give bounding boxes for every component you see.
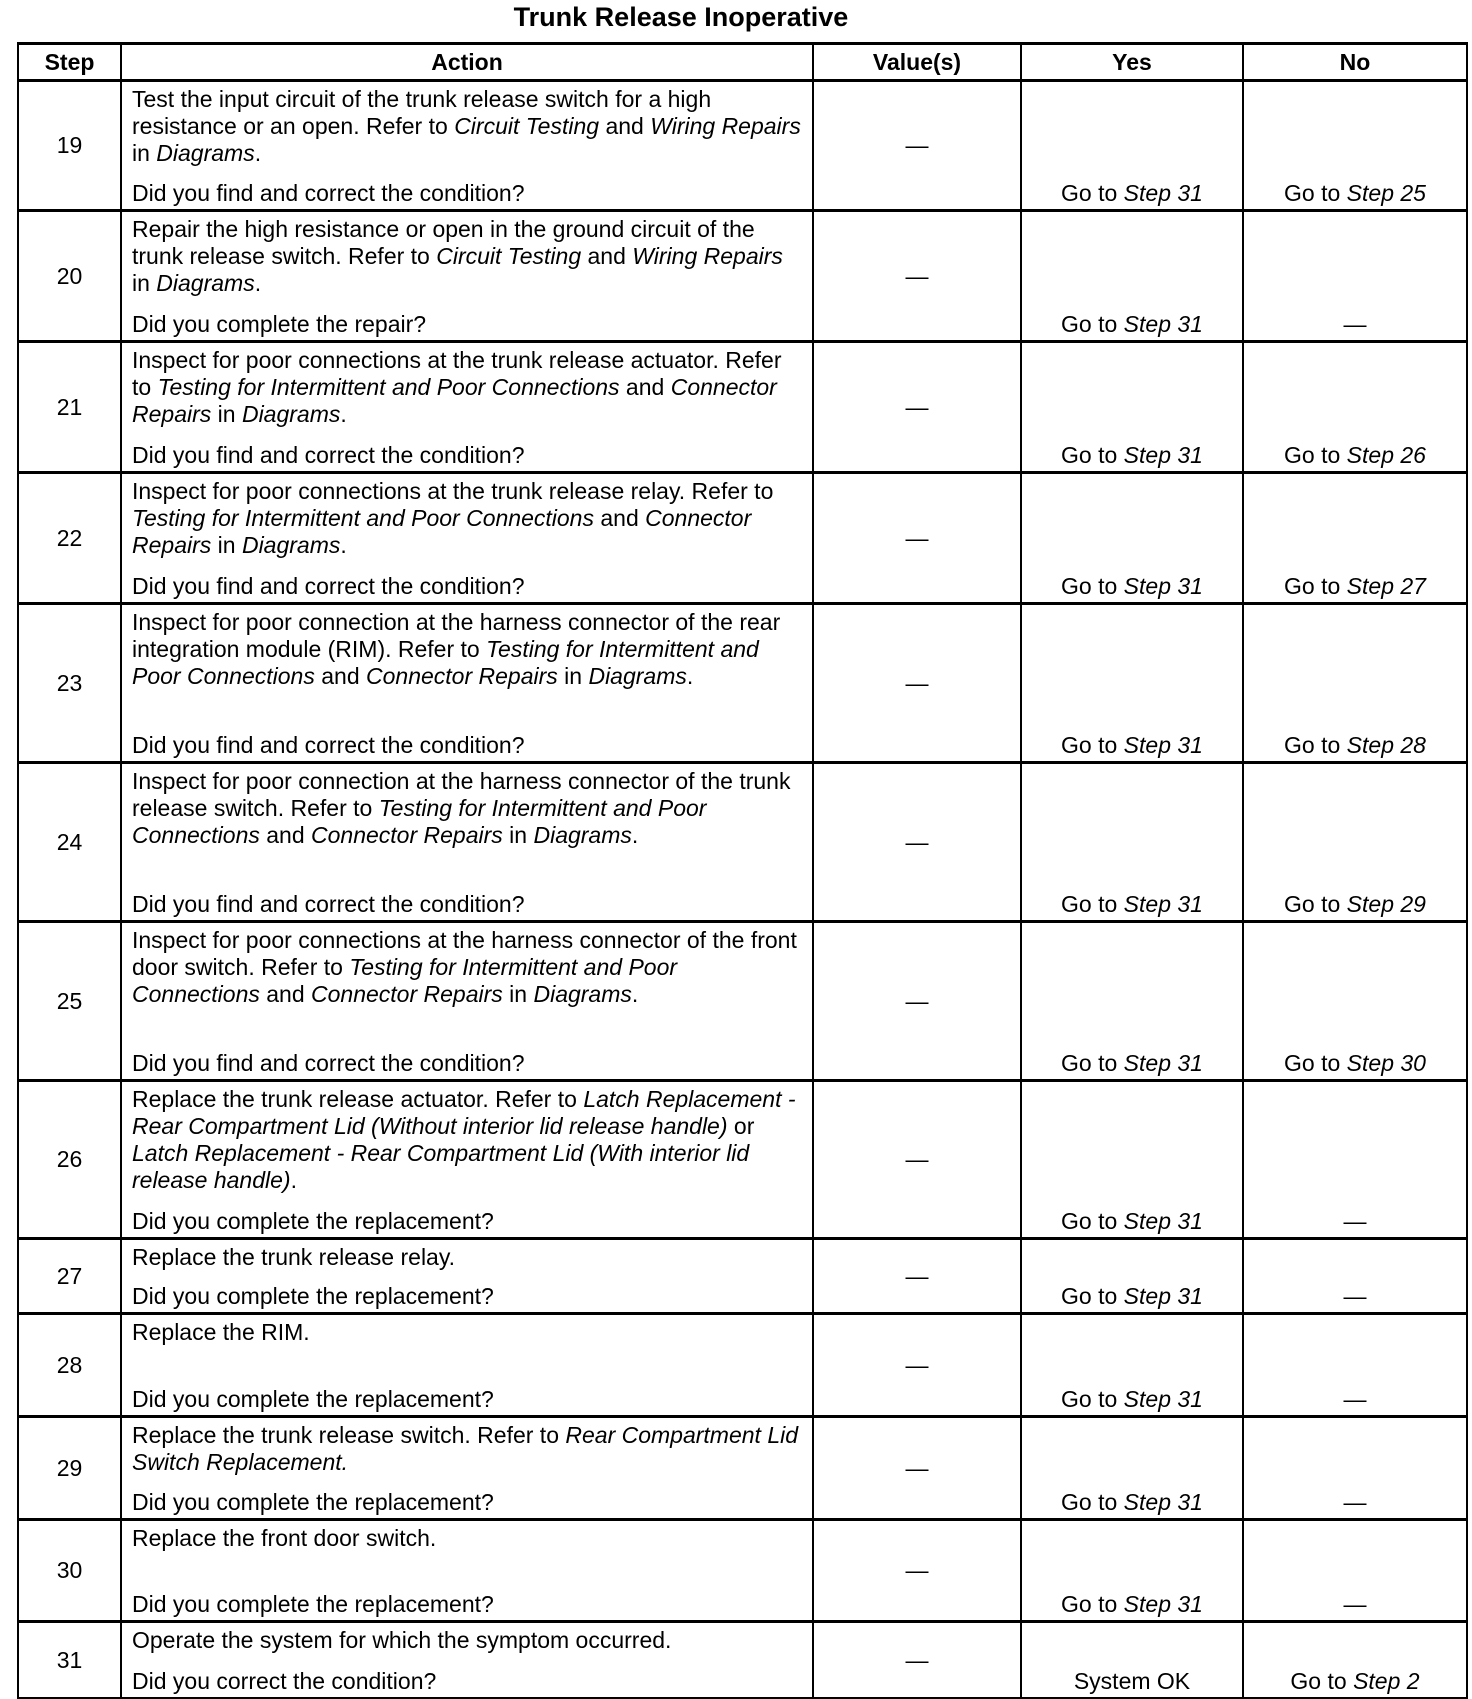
action-question: Did you complete the replacement? [132,1283,494,1309]
text-segment: — [1343,311,1367,337]
text-segment: and [259,822,312,848]
no-cell [1243,1520,1467,1622]
text-segment: and [619,374,671,400]
reference-text: Step 31 [1123,180,1203,206]
text-segment: in [132,140,157,166]
text-segment: in [211,532,242,558]
text-segment: Go to [1284,1050,1347,1076]
value-cell: — [813,1314,1021,1417]
reference-text: Step 31 [1123,1283,1203,1309]
no-cell [1243,1239,1467,1314]
reference-text: Latch Replacement - Rear Compartment Lid (With interior lid release handle) [132,1140,750,1193]
value-cell: — [813,81,1021,211]
text-segment: Inspect for poor connections at the trunk release actuator. Refer to [132,347,782,400]
table-row [18,763,1467,922]
reference-text: Diagrams [533,981,632,1007]
text-segment: Go to [1061,891,1124,917]
reference-text: Step 31 [1123,311,1203,337]
text-segment: — [1343,1208,1367,1234]
text-segment: Go to [1284,442,1347,468]
text-segment: Replace the RIM. [132,1319,310,1345]
value-cell: — [813,342,1021,473]
no-cell [1243,1622,1467,1699]
text-segment: Go to [1284,891,1347,917]
text-segment: Go to [1290,1668,1354,1694]
table-row [18,1081,1467,1239]
action-description [132,1319,804,1346]
yes-cell [1021,1520,1243,1622]
yes-cell [1021,1081,1243,1239]
text-segment: Go to [1061,1489,1124,1515]
action-description [132,609,804,690]
reference-text: Step 30 [1346,1050,1426,1076]
text-segment: Repair the high resistance or open in the ground circuit of the trunk release switch. Refer to [132,216,755,269]
reference-text: Testing for Intermittent and Poor Connections [132,795,707,848]
reference-text: Step 31 [1123,1386,1203,1412]
text-segment: in [211,401,242,427]
no-cell [1243,922,1467,1081]
text-segment: . [631,822,639,848]
action-cell [121,1417,813,1520]
table-row [18,342,1467,473]
step-number: 20 [18,211,121,342]
table-row [18,1314,1467,1417]
reference-text: Testing for Intermittent and Poor Connections [132,505,594,531]
page-title: Trunk Release Inoperative [513,2,849,32]
text-segment: Go to [1061,1591,1124,1617]
reference-text: Testing for Intermittent and Poor Connections [157,374,620,400]
value-cell: — [813,922,1021,1081]
text-segment: in [132,270,157,296]
value-cell: — [813,763,1021,922]
table-row [18,1520,1467,1622]
action-cell [121,342,813,473]
text-segment: Replace the trunk release switch. Refer to [132,1422,566,1448]
no-cell [1243,1081,1467,1239]
text-segment: . [340,401,347,427]
yes-cell [1021,1314,1243,1417]
action-question: Did you find and correct the condition? [132,573,525,599]
text-segment: — [1343,1489,1367,1515]
text-segment: and [581,243,633,269]
text-segment: Go to [1284,573,1347,599]
reference-text: Step 2 [1353,1668,1420,1694]
text-segment: Inspect for poor connections at the harness connector of the front door switch. Refer to [132,927,797,980]
no-cell [1243,763,1467,922]
step-number: 26 [18,1081,121,1239]
step-number: 25 [18,922,121,1081]
text-segment: or [727,1113,755,1139]
step-number: 23 [18,604,121,763]
reference-text: Step 25 [1346,180,1426,206]
reference-text: Connector Repairs [132,505,752,558]
text-segment: and [314,663,366,689]
reference-text: Diagrams [156,270,255,296]
reference-text: Diagrams [241,401,341,427]
action-description [132,86,804,167]
yes-cell [1021,763,1243,922]
value-cell: — [813,473,1021,604]
text-segment: — [1343,1591,1367,1617]
step-number: 24 [18,763,121,922]
reference-text: Step 26 [1346,442,1426,468]
text-segment: in [502,822,534,848]
action-question: Did you complete the replacement? [132,1591,494,1617]
reference-text: Step 31 [1123,891,1203,917]
text-segment: . [254,140,262,166]
reference-text: Connector Repairs [366,663,558,689]
action-question: Did you complete the replacement? [132,1489,494,1515]
text-segment: Go to [1061,1386,1124,1412]
text-segment: Replace the front door switch. [132,1525,437,1551]
text-segment: . [254,270,262,296]
no-cell [1243,473,1467,604]
value-cell: — [813,211,1021,342]
step-number: 29 [18,1417,121,1520]
action-cell [121,1239,813,1314]
yes-cell [1021,81,1243,211]
action-description [132,927,804,1008]
text-segment: Go to [1061,1050,1124,1076]
action-cell [121,763,813,922]
no-cell [1243,342,1467,473]
action-description [132,1244,804,1271]
value-cell: — [813,1081,1021,1239]
action-description [132,1086,804,1194]
action-description [132,216,804,297]
text-segment: . [686,663,694,689]
action-cell [121,1314,813,1417]
value-cell: — [813,1622,1021,1699]
text-segment: in [557,663,589,689]
no-cell [1243,604,1467,763]
header-row [18,44,1467,81]
yes-cell [1021,922,1243,1081]
header-no: No [1243,44,1467,81]
text-segment: in [502,981,534,1007]
text-segment: Go to [1061,180,1124,206]
table-row [18,211,1467,342]
action-description [132,347,804,428]
text-segment: and [259,981,312,1007]
action-description [132,1422,804,1476]
value-cell: — [813,604,1021,763]
yes-cell [1021,1417,1243,1520]
table-row [18,81,1467,211]
reference-text: Wiring Repairs [632,243,783,269]
reference-text: Connector Repairs [132,374,777,427]
yes-cell [1021,211,1243,342]
yes-cell [1021,1622,1243,1699]
table-row [18,1239,1467,1314]
action-question: Did you find and correct the condition? [132,732,525,758]
reference-text: Latch Replacement - Rear Compartment Lid (Without interior lid release handle) [132,1086,796,1139]
reference-text: Diagrams [588,663,687,689]
yes-cell [1021,473,1243,604]
action-cell [121,922,813,1081]
reference-text: Step 31 [1123,442,1203,468]
action-question: Did you find and correct the condition? [132,1050,525,1076]
reference-text: Circuit Testing [436,243,582,269]
yes-cell [1021,604,1243,763]
reference-text: Step 29 [1346,891,1426,917]
action-description [132,478,804,559]
text-segment: System OK [1073,1668,1191,1694]
reference-text: Step 31 [1123,1591,1203,1617]
action-question: Did you complete the repair? [132,311,427,337]
step-number: 31 [18,1622,121,1699]
no-cell [1243,1417,1467,1520]
text-segment: Inspect for poor connection at the harness connector of the trunk release switch. Refer to [132,768,791,821]
no-cell [1243,1314,1467,1417]
action-question: Did you complete the replacement? [132,1208,494,1234]
table-row [18,1622,1467,1699]
text-segment: . [340,532,347,558]
action-question: Did you find and correct the condition? [132,442,525,468]
action-cell [121,604,813,763]
text-segment: Go to [1284,180,1347,206]
text-segment: Operate the system for which the symptom occurred. [132,1627,672,1653]
value-cell: — [813,1520,1021,1622]
table-row [18,1417,1467,1520]
action-description [132,1525,804,1552]
action-question: Did you find and correct the condition? [132,180,525,206]
diagnostic-table [17,42,1468,1699]
reference-text: Rear Compartment Lid Switch Replacement. [132,1422,799,1475]
reference-text: Wiring Repairs [650,113,801,139]
action-description [132,768,804,849]
text-segment: Inspect for poor connection at the harness connector of the rear integration module (RIM). Refer to [132,609,781,662]
reference-text: Diagrams [241,532,341,558]
action-cell [121,1081,813,1239]
text-segment: Go to [1284,732,1347,758]
yes-cell [1021,1239,1243,1314]
table-row [18,473,1467,604]
action-cell [121,473,813,604]
text-segment: and [593,505,646,531]
text-segment: — [1343,1283,1367,1309]
value-cell: — [813,1239,1021,1314]
action-cell [121,1622,813,1699]
text-segment: Go to [1061,1208,1124,1234]
reference-text: Step 31 [1123,1050,1203,1076]
table-row [18,604,1467,763]
reference-text: Connector Repairs [311,822,503,848]
reference-text: Step 31 [1123,732,1203,758]
header-step: Step [18,44,121,81]
reference-text: Diagrams [533,822,632,848]
step-number: 30 [18,1520,121,1622]
reference-text: Diagrams [156,140,255,166]
yes-cell [1021,342,1243,473]
step-number: 19 [18,81,121,211]
text-segment: and [599,113,651,139]
text-segment: Go to [1061,311,1124,337]
reference-text: Step 31 [1123,1489,1203,1515]
table-row [18,922,1467,1081]
reference-text: Step 31 [1123,573,1203,599]
step-number: 27 [18,1239,121,1314]
reference-text: Testing for Intermittent and Poor Connections [132,954,678,1007]
action-description [132,1627,804,1654]
reference-text: Testing for Intermittent and Poor Connections [132,636,759,689]
action-cell [121,211,813,342]
text-segment: Go to [1061,442,1124,468]
reference-text: Step 28 [1346,732,1426,758]
step-number: 28 [18,1314,121,1417]
text-segment: Go to [1061,573,1124,599]
header-values: Value(s) [813,44,1021,81]
action-cell [121,81,813,211]
no-cell [1243,211,1467,342]
header-yes: Yes [1021,44,1243,81]
action-question: Did you correct the condition? [132,1668,437,1694]
action-cell [121,1520,813,1622]
text-segment: Go to [1061,1283,1124,1309]
text-segment: Test the input circuit of the trunk release switch for a high resistance or an open. Refer to [132,86,712,139]
step-number: 21 [18,342,121,473]
action-question: Did you complete the replacement? [132,1386,494,1412]
reference-text: Circuit Testing [454,113,600,139]
header-action: Action [121,44,813,81]
reference-text: Step 27 [1346,573,1426,599]
step-number: 22 [18,473,121,604]
text-segment: . [631,981,639,1007]
text-segment: Replace the trunk release actuator. Refer to [132,1086,584,1112]
text-segment: Go to [1061,732,1124,758]
text-segment: . [290,1167,297,1193]
value-cell: — [813,1417,1021,1520]
action-question: Did you find and correct the condition? [132,891,525,917]
reference-text: Step 31 [1123,1208,1203,1234]
text-segment: — [1343,1386,1367,1412]
text-segment: Inspect for poor connections at the trunk release relay. Refer to [132,478,774,504]
no-cell [1243,81,1467,211]
text-segment: Replace the trunk release relay. [132,1244,456,1270]
reference-text: Connector Repairs [311,981,503,1007]
